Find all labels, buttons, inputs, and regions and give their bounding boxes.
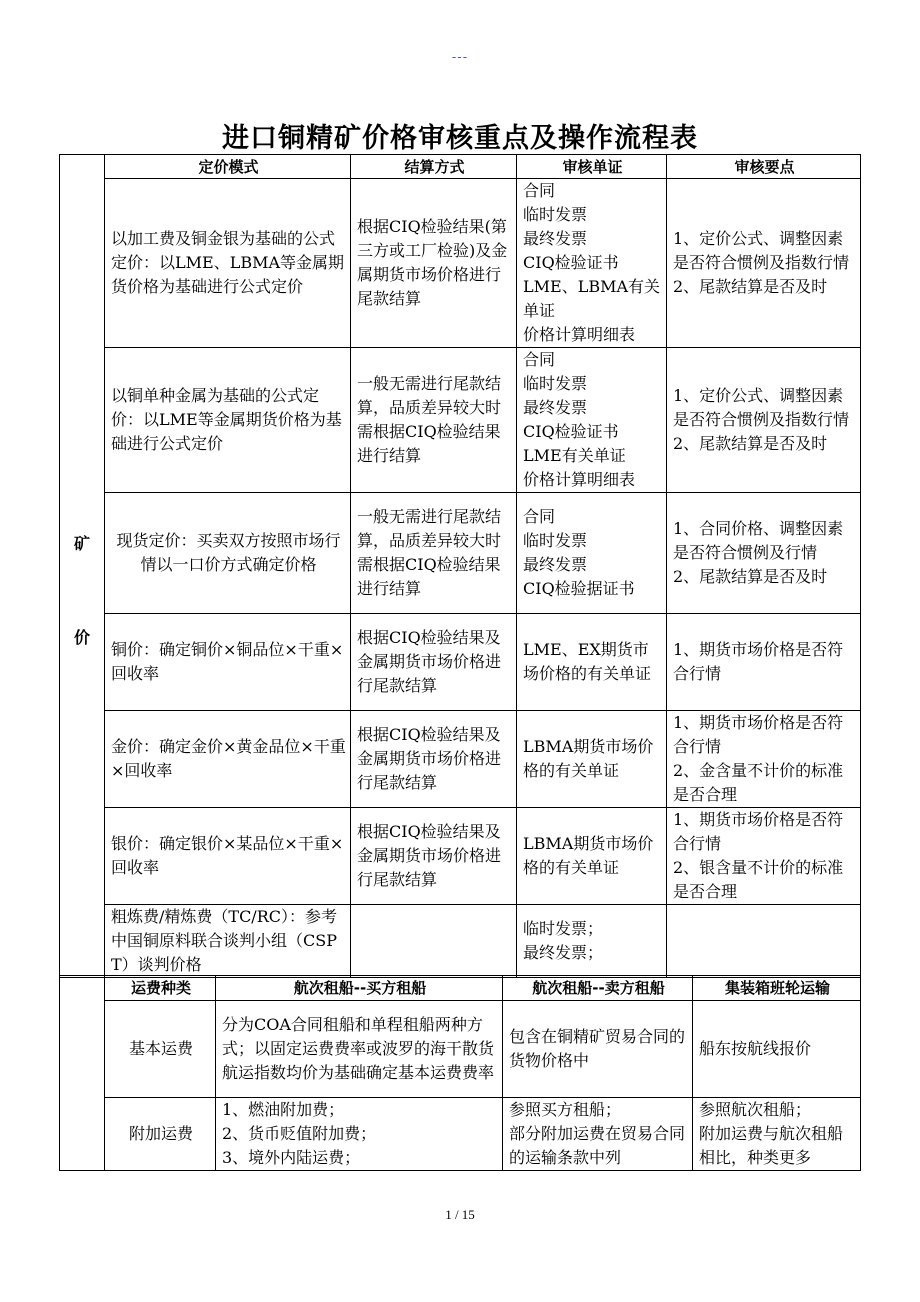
table-row — [60, 493, 861, 614]
table-cell: LBMA期货市场价格的有关单证 — [517, 808, 667, 905]
table-cell: 金价：确定金价×黄金品位×干重×回收率 — [105, 711, 351, 808]
table-row — [60, 179, 861, 348]
column-header: 运费种类 — [105, 976, 216, 1001]
section-label-bottom: 价 — [73, 628, 90, 647]
column-header: 审核要点 — [667, 155, 861, 179]
table-cell: 合同 临时发票 最终发票 CIQ检验证书 LME有关单证 价格计算明细表 — [517, 348, 667, 493]
column-header: 审核单证 — [517, 155, 667, 179]
section-label-top: 矿 — [73, 534, 90, 553]
table-cell: 银价：确定银价×某品位×干重×回收率 — [105, 808, 351, 905]
table-cell: 包含在铜精矿贸易合同的货物价格中 — [503, 1001, 693, 1098]
table-cell: 临时发票； 最终发票； — [517, 905, 667, 978]
column-header: 航次租船--买方租船 — [216, 976, 503, 1001]
table-cell: 1、期货市场价格是否符合行情 — [667, 614, 861, 711]
page-title: 进口铜精矿价格审核重点及操作流程表 — [222, 123, 698, 154]
table-cell: 根据CIQ检验结果及金属期货市场价格进行尾款结算 — [351, 808, 517, 905]
table-cell: LME、EX期货市场价格的有关单证 — [517, 614, 667, 711]
column-header: 定价模式 — [105, 155, 351, 179]
pricing-header-row — [60, 155, 861, 179]
table-cell: 一般无需进行尾款结算，品质差异较大时需根据CIQ检验结果进行结算 — [351, 493, 517, 614]
freight-side-cell — [60, 976, 105, 1171]
freight-header-row — [60, 976, 861, 1001]
table-cell: 船东按航线报价 — [693, 1001, 861, 1098]
table-cell: 参照航次租船； 附加运费与航次租船相比，种类更多 — [693, 1098, 861, 1171]
table-cell: 1、定价公式、调整因素是否符合惯例及指数行情 2、尾款结算是否及时 — [667, 348, 861, 493]
page-number: 1 / 15 — [445, 1207, 475, 1222]
table-cell — [351, 905, 517, 978]
table-row — [60, 1001, 861, 1098]
table-cell: 1、期货市场价格是否符合行情 2、银含量不计价的标准是否合理 — [667, 808, 861, 905]
table-cell — [667, 905, 861, 978]
table-row — [60, 808, 861, 905]
table-cell: 附加运费 — [105, 1098, 216, 1171]
column-header: 结算方式 — [351, 155, 517, 179]
section-label — [60, 155, 105, 978]
table-cell: 基本运费 — [105, 1001, 216, 1098]
freight-table — [59, 975, 861, 1171]
column-header: 航次租船--卖方租船 — [503, 976, 693, 1001]
table-cell: 1、定价公式、调整因素是否符合惯例及指数行情 2、尾款结算是否及时 — [667, 179, 861, 348]
table-cell: 合同 临时发票 最终发票 CIQ检验据证书 — [517, 493, 667, 614]
table-cell: 分为COA合同租船和单程租船两种方式；以固定运费费率或波罗的海干散货航运指数均价为基础确定基本运费费率 — [216, 1001, 503, 1098]
pricing-table — [59, 154, 861, 978]
table-cell: 以加工费及铜金银为基础的公式定价：以LME、LBMA等金属期货价格为基础进行公式定价 — [105, 179, 351, 348]
table-cell: 根据CIQ检验结果及金属期货市场价格进行尾款结算 — [351, 711, 517, 808]
table-cell: 1、期货市场价格是否符合行情 2、金含量不计价的标准是否合理 — [667, 711, 861, 808]
table-cell: 粗炼费/精炼费（TC/RC）：参考中国铜原料联合谈判小组（CSPT）谈判价格 — [105, 905, 351, 978]
table-cell: 以铜单种金属为基础的公式定价：以LME等金属期货价格为基础进行公式定价 — [105, 348, 351, 493]
table-row — [60, 1098, 861, 1171]
table-cell: LBMA期货市场价格的有关单证 — [517, 711, 667, 808]
header-mark: --- — [451, 50, 469, 65]
table-cell: 根据CIQ检验结果及金属期货市场价格进行尾款结算 — [351, 614, 517, 711]
table-row — [60, 348, 861, 493]
table-cell: 参照买方租船； 部分附加运费在贸易合同的运输条款中列 — [503, 1098, 693, 1171]
table-cell: 铜价：确定铜价×铜品位×干重×回收率 — [105, 614, 351, 711]
table-cell: 一般无需进行尾款结算，品质差异较大时需根据CIQ检验结果进行结算 — [351, 348, 517, 493]
table-cell: 根据CIQ检验结果(第三方或工厂检验)及金属期货市场价格进行尾款结算 — [351, 179, 517, 348]
table-cell: 1、燃油附加费； 2、货币贬值附加费； 3、境外内陆运费； — [216, 1098, 503, 1171]
table-cell: 现货定价：买卖双方按照市场行情以一口价方式确定价格 — [105, 493, 351, 614]
table-row — [60, 711, 861, 808]
table-row — [60, 614, 861, 711]
table-row — [60, 905, 861, 978]
table-cell: 合同 临时发票 最终发票 CIQ检验证书 LME、LBMA有关单证 价格计算明细表 — [517, 179, 667, 348]
table-cell: 1、合同价格、调整因素是否符合惯例及行情 2、尾款结算是否及时 — [667, 493, 861, 614]
column-header: 集装箱班轮运输 — [693, 976, 861, 1001]
